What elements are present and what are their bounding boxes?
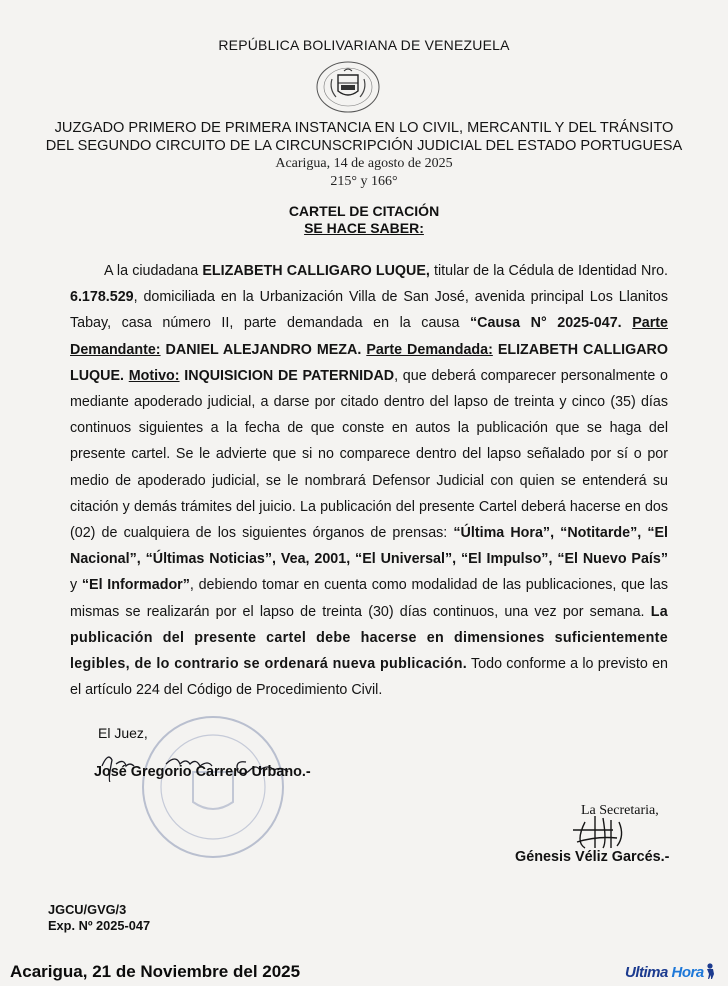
text-run: , debiendo tomar en cuenta como modalidad de las publicaciones, que las mismas se realizarán por el lapso de treinta (30) días continuos, una vez por semana. xyxy=(70,577,669,620)
publication-date: Acarigua, 21 de Noviembre del 2025 xyxy=(10,962,301,981)
citation-paragraph xyxy=(70,258,668,703)
court-heading xyxy=(0,119,728,155)
defendant-name: ELIZABETH CALLIGARO LUQUE, xyxy=(202,263,430,279)
document-references xyxy=(48,902,150,934)
text-run: A la ciudadana xyxy=(104,263,203,279)
plaintiff-label: Parte Demandante: xyxy=(70,315,668,358)
judge-name: José Gregorio Carrero Urbano.- xyxy=(94,764,311,780)
citation-body xyxy=(70,258,668,703)
ultima-hora-logo xyxy=(625,963,715,981)
id-number: 6.178.529 xyxy=(70,289,134,306)
secretary-label: La Secretaria, xyxy=(581,803,659,818)
legibility-warning: La publicación del presente cartel debe hacerse en dimensiones suficientemente legibles, de lo contrario se ordenará nueva publicación. xyxy=(70,603,668,673)
text-run: , que deberá comparecer personalmente o mediante apoderado judicial, a darse por citado dentro del lapso de treinta y cinco (35) días continuos siguientes a la fecha de que conste en autos la publicación que se haga del presente cartel. Se le advierte que si no comparece dentro del lapso señalado por sí o por medio de apoderado judicial, se le nombrará Defensor Judicial con quien se entenderá su citación y demás trámites del juicio. La publicación del presente Cartel deberá hacerse en dos (02) de cualquiera de los siguientes órganos de prensas: xyxy=(70,367,669,542)
defendant-name-2: ELIZABETH CALLIGARO LUQUE. xyxy=(70,341,668,384)
motive-label: Motivo: xyxy=(128,367,180,384)
text-run: Todo conforme a lo previsto en el artículo 224 del Código de Procedimiento Civil. xyxy=(70,656,668,699)
plaintiff-name: DANIEL ALEJANDRO MEZA. xyxy=(165,341,362,358)
secretary-signature-icon xyxy=(565,812,640,852)
brand-part-2: Hora xyxy=(671,964,704,981)
brand-part-1: Ultima xyxy=(625,964,668,981)
text-run: y xyxy=(70,577,82,594)
era-years: 215° y 166° xyxy=(330,174,398,189)
newsboy-mascot-icon xyxy=(705,963,715,979)
text-run: , domiciliada en la Urbanización Villa de San José, avenida principal Los Llanitos Tabay, casa número II, parte demandada en la causa xyxy=(70,289,668,332)
document-subtitle: SE HACE SABER: xyxy=(304,220,424,236)
country-heading: REPÚBLICA BOLIVARIANA DE VENEZUELA xyxy=(218,37,510,53)
text-run: titular de la Cédula de Identidad Nro. xyxy=(429,263,669,279)
court-line-2: DEL SEGUNDO CIRCUITO DE LA CIRCUNSCRIPCIÓN JUDICIAL DEL ESTADO PORTUGUESA xyxy=(45,138,683,154)
court-line-1: JUZGADO PRIMERO DE PRIMERA INSTANCIA EN LO CIVIL, MERCANTIL Y DEL TRÁNSITO xyxy=(54,120,674,136)
coat-of-arms-seal-icon xyxy=(314,59,382,115)
issue-date: Acarigua, 14 de agosto de 2025 xyxy=(275,156,453,171)
court-stamp-icon xyxy=(138,712,288,862)
motive: INQUISICION DE PATERNIDAD xyxy=(184,367,395,384)
initials-reference: JGCU/GVG/3 xyxy=(48,902,127,917)
press-outlet-last: “El Informador” xyxy=(81,577,190,594)
file-number: Exp. Nº 2025-047 xyxy=(48,918,151,933)
document-title: CARTEL DE CITACIÓN xyxy=(288,203,440,219)
defendant-label: Parte Demandada: xyxy=(366,341,493,358)
press-outlets: “Última Hora”, “Notitarde”, “El Nacional”, “Últimas Noticias”, Vea, 2001, “El Universal”, “El Impulso”, “El Nuevo País” xyxy=(70,525,668,568)
secretary-name: Génesis Véliz Garcés.- xyxy=(515,849,670,865)
judge-label: El Juez, xyxy=(98,725,148,741)
case-number: “Causa N° 2025-047. xyxy=(470,315,622,332)
